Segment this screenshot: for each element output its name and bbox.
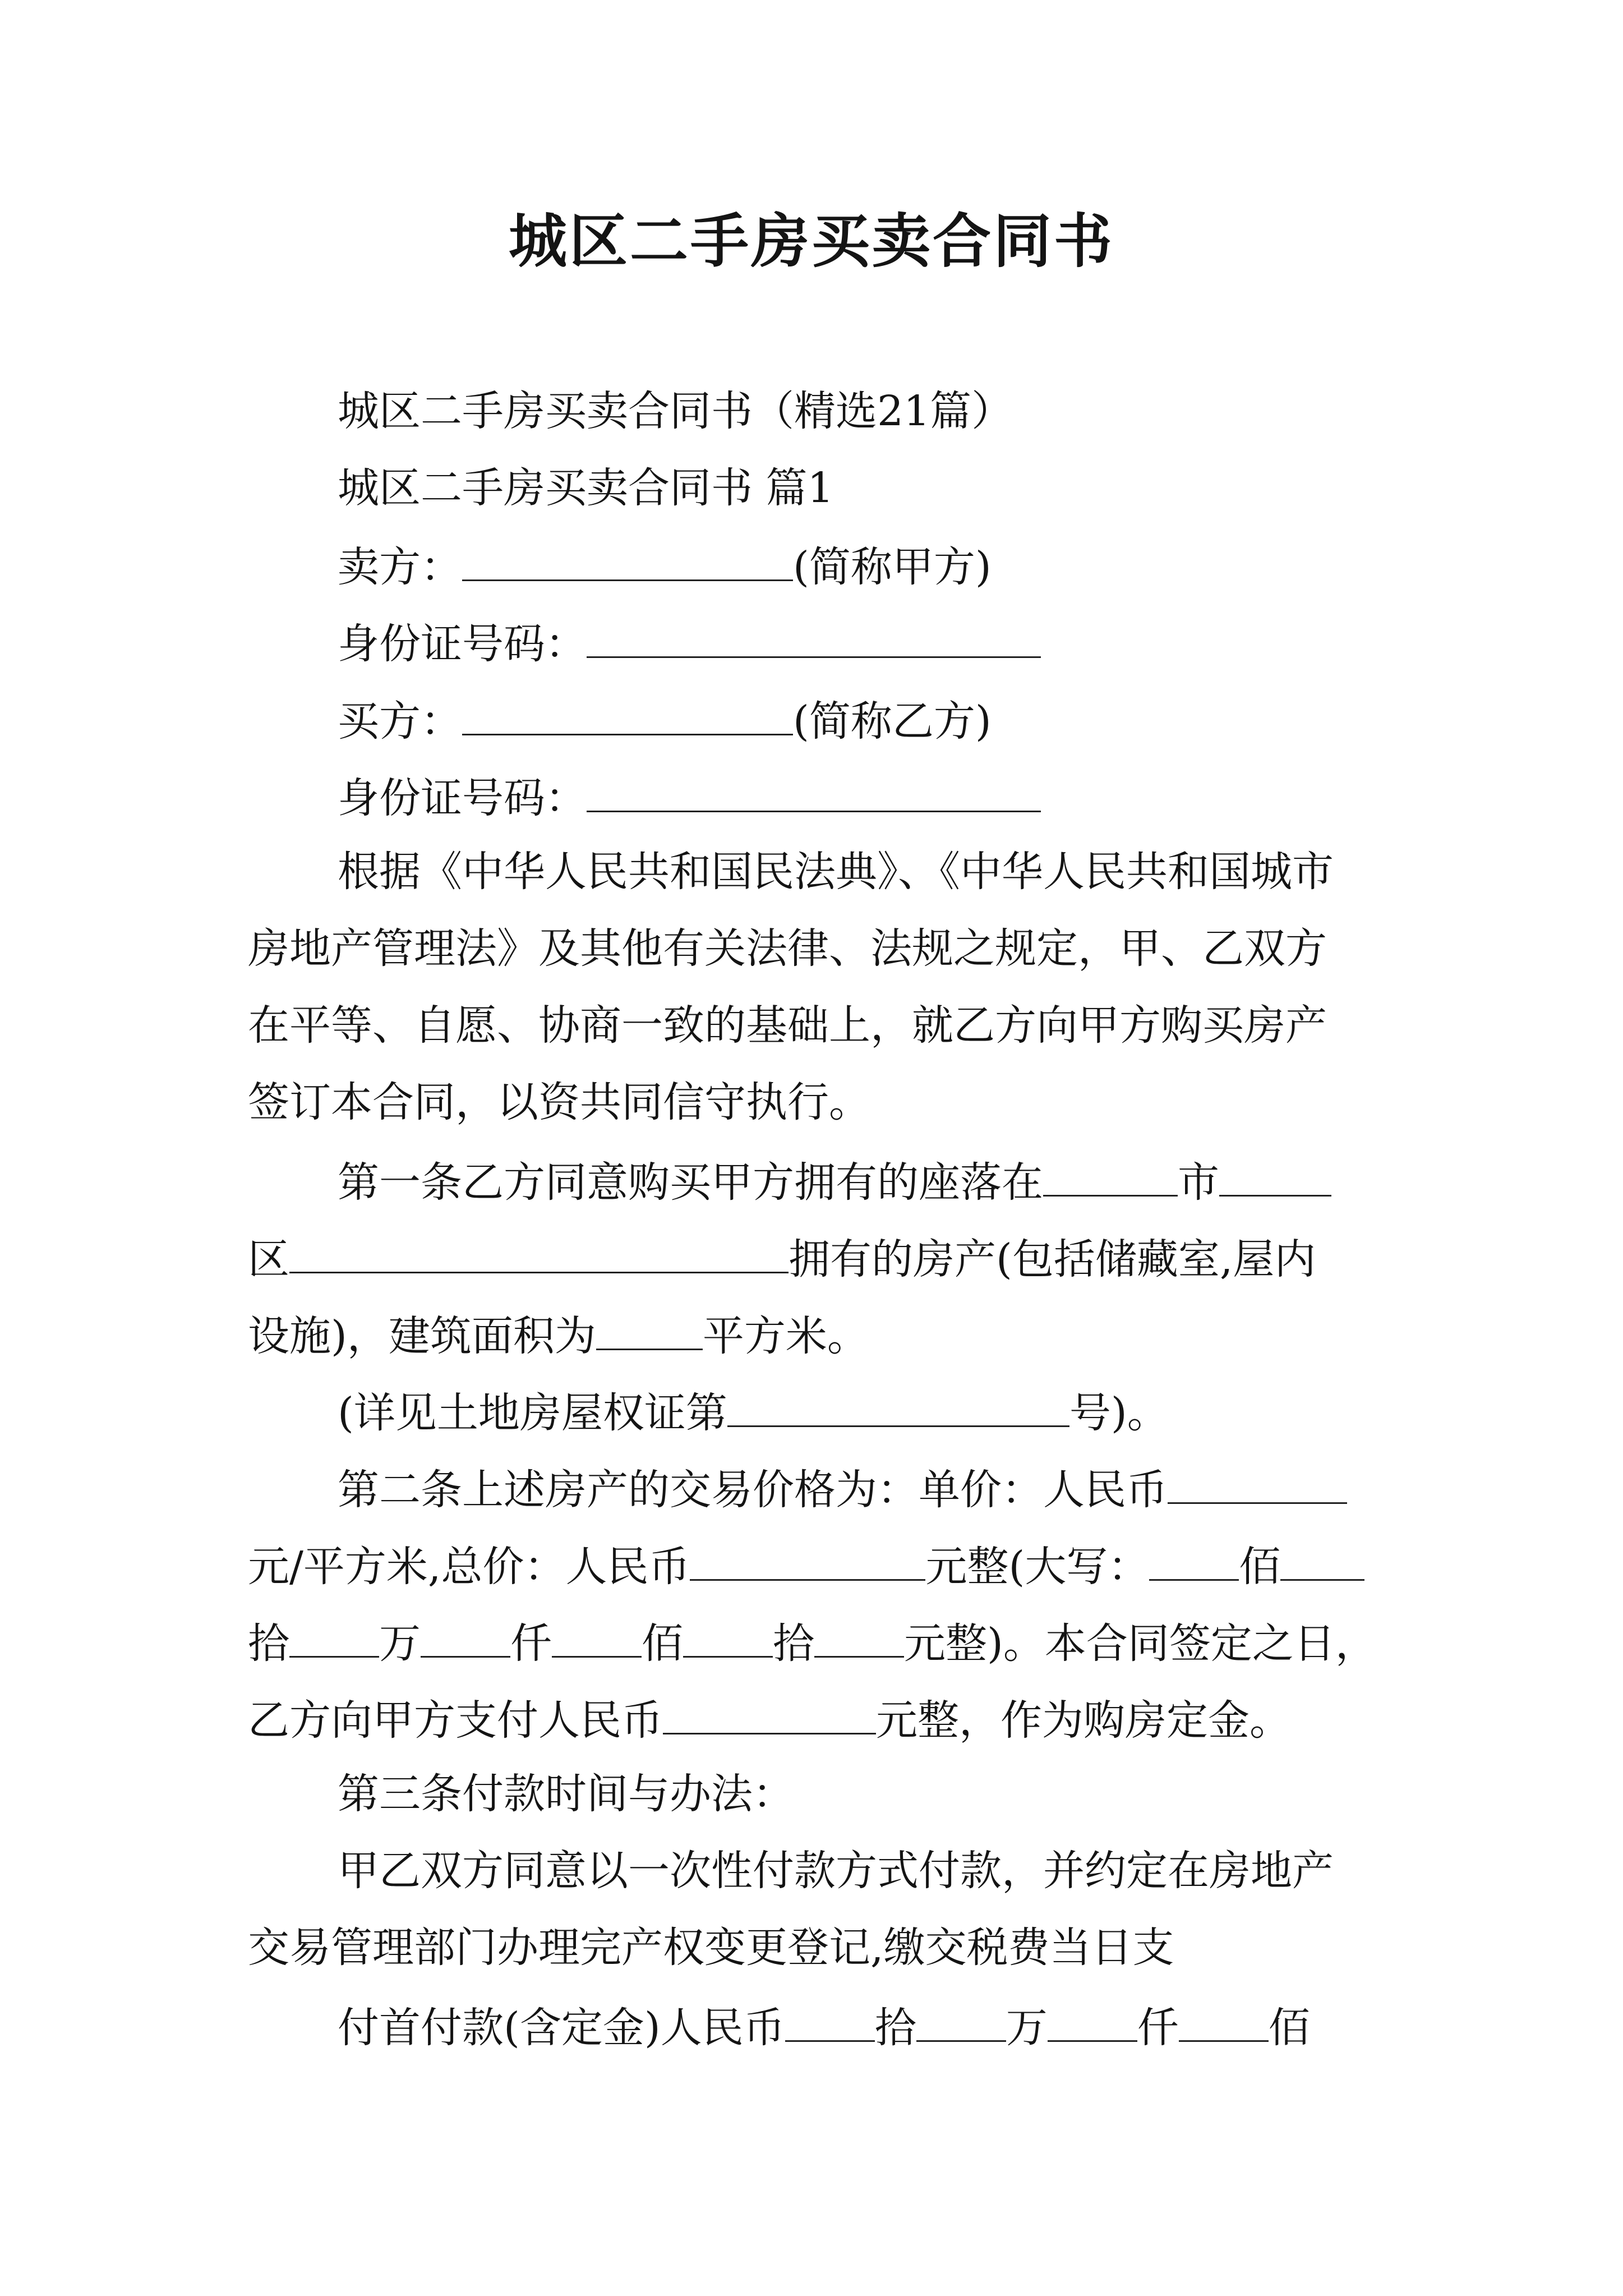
dp-wan-label: 万 (1006, 2004, 1048, 2052)
blank-f (785, 1996, 875, 2042)
seller-line (338, 536, 992, 595)
city-label: 市 (1178, 1158, 1219, 1207)
buyer-id-line (338, 767, 1041, 826)
document-title: 城区二手房买卖合同书 (508, 207, 1114, 275)
deposit-suffix: 元整，作为购房定金。 (876, 1696, 1291, 1745)
hundred-label: 佰 (1239, 1543, 1281, 1591)
buyer-id-label: 身份证号码： (338, 774, 587, 822)
preamble-line-1: 根据《中华人民共和国民法典》、《中华人民共和国城市 (338, 848, 1334, 896)
area-label: 设施)，建筑面积为 (248, 1312, 596, 1360)
total-price-blank (690, 1535, 925, 1581)
article-1-line-1 (338, 1151, 1331, 1211)
seller-note: (简称甲方) (793, 543, 992, 591)
article-2-line-3 (248, 1612, 1377, 1672)
deposit-blank (663, 1689, 876, 1734)
seller-label: 卖方： (338, 543, 462, 591)
preamble-line-3: 在平等、自愿、协商一致的基础上，就乙方向甲方购买房产 (248, 1001, 1327, 1050)
buyer-line (338, 690, 992, 749)
blank-e (814, 1612, 904, 1658)
certificate-blank (727, 1382, 1069, 1427)
area-unit: 平方米。 (702, 1312, 869, 1360)
blank-i (1179, 1996, 1269, 2042)
subtitle-collection: 城区二手房买卖合同书（精选21篇） (338, 387, 1013, 435)
article-3-heading: 第三条付款时间与办法： (338, 1770, 794, 1818)
district-blank (289, 1228, 789, 1273)
preamble-line-2: 房地产管理法》及其他有关法律、法规之规定，甲、乙双方 (248, 924, 1327, 973)
yuan-label: 元整)。本合同签定之日， (904, 1619, 1377, 1668)
hundred-blank (1149, 1535, 1239, 1581)
wan-label: 万 (379, 1619, 421, 1668)
blank-d (683, 1612, 773, 1658)
seller-blank (462, 536, 793, 581)
article-3-line-1: 甲乙双方同意以一次性付款方式付款，并约定在房地产 (338, 1847, 1334, 1895)
seller-id-line (338, 613, 1041, 672)
blank-h (1048, 1996, 1137, 2042)
deposit-label: 乙方向甲方支付人民币 (248, 1696, 663, 1745)
shi-label: 拾 (773, 1619, 814, 1668)
seller-id-label: 身份证号码： (338, 620, 587, 668)
buyer-label: 买方： (338, 697, 462, 746)
buyer-note: (简称乙方) (793, 697, 992, 746)
qian-label: 仟 (510, 1619, 552, 1668)
blank-a (289, 1612, 379, 1658)
seller-id-blank (587, 613, 1041, 658)
dp-bai-label: 佰 (1268, 2004, 1310, 2052)
ten-label: 拾 (248, 1619, 289, 1668)
buyer-id-blank (587, 767, 1041, 812)
area-blank (596, 1305, 703, 1350)
blank-c (552, 1612, 642, 1658)
buyer-blank (462, 690, 793, 735)
certificate-line (338, 1382, 1169, 1441)
dp-qian-label: 仟 (1137, 2004, 1179, 2052)
preamble-line-4: 签订本合同，以资共同信守执行。 (248, 1078, 870, 1126)
uppercase-label: 元整(大写： (925, 1543, 1150, 1591)
certificate-label: (详见土地房屋权证第 (338, 1389, 727, 1437)
ten-blank (1280, 1535, 1364, 1581)
subtitle-part: 城区二手房买卖合同书 篇1 (338, 464, 834, 512)
bai-label: 佰 (642, 1619, 683, 1668)
article-2-line-2 (248, 1535, 1364, 1595)
blank-b (421, 1612, 510, 1658)
article-3-line-2: 交易管理部门办理完产权变更登记,缴交税费当日支 (248, 1924, 1174, 1972)
dp-shi-label: 拾 (874, 2004, 916, 2052)
district-label: 区 (248, 1235, 289, 1283)
article-1-line-2 (248, 1228, 1316, 1287)
unit-price-label: 第二条上述房产的交易价格为：单价：人民币 (338, 1466, 1168, 1514)
article-1-text: 第一条乙方同意购买甲方拥有的座落在 (338, 1158, 1043, 1207)
city-blank-2 (1219, 1151, 1331, 1197)
unit-price-blank (1168, 1458, 1347, 1504)
city-blank (1043, 1151, 1178, 1197)
blank-g (916, 1996, 1006, 2042)
down-payment-label: 付首付款(含定金)人民币 (338, 2004, 785, 2052)
article-3-line-3 (338, 1996, 1310, 2056)
article-1-line-3 (248, 1305, 869, 1364)
certificate-suffix: 号)。 (1069, 1389, 1169, 1437)
property-text: 拥有的房产(包括储藏室,屋内 (789, 1235, 1316, 1283)
article-2-line-1 (338, 1458, 1347, 1518)
article-2-line-4 (248, 1689, 1291, 1749)
total-price-label: 元/平方米,总价：人民币 (248, 1543, 690, 1591)
